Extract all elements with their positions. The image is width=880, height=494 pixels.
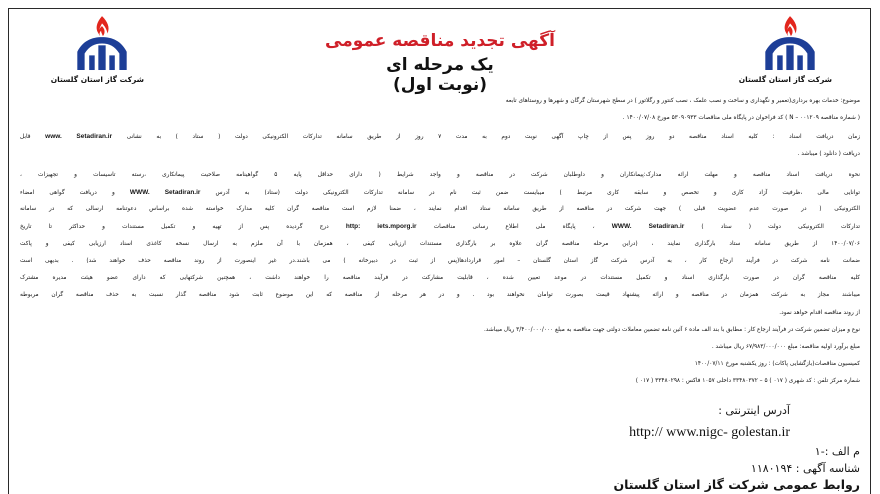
documents-time-line (20, 128, 860, 145)
line-text: درج گردیده پس از تهیه و تکمیل مستندات و حداکثر تا تاریخ (20, 224, 329, 230)
line-text: توانایی مالی ،ظرفیت آزاد کاری و تخصص و سابقه کاری مرتبط ) میبایست ضمن ثبت نام در سامانه تدارکات الکترونیکی دولت (ستاد) به آدرس (215, 190, 860, 196)
line-text: دریافت ( دانلود ) میباشد . (797, 151, 860, 157)
procedure-line (20, 305, 860, 322)
procedure-line (20, 167, 860, 184)
guarantee-line: نوع و میزان تضمین شرکت در فرآیند ارجاع کار : مطابق با بند الف ماده ۶ آئین نامه تضمین معاملات دولتی جهت مناقصه به مبلغ ۳/۴۰۰/۰۰۰/۰۰۰ ریال میباشد. (483, 327, 860, 333)
setadiran-address: www. Setadiran.ir (45, 133, 113, 140)
notice-round: (نوبت اول) (392, 75, 488, 95)
line-text: زمان دریافت اسناد : کلیه اسناد مناقصه دو روز پس از چاپ آگهی نوبت دوم به مدت ۷ روز از طریق سامانه تدارکات الکترونیکی دولت ( ستاد ) به نشانی (126, 134, 860, 140)
iets-address: http: iets.mporg.ir (345, 223, 417, 230)
notice-subtitle: یک مرحله ای (386, 55, 494, 75)
company-logo-left (50, 15, 144, 84)
notice-title: آگهی تجدید مناقصه عمومی (325, 31, 555, 51)
subject-line: موضوع: خدمات بهره برداری(تعمیر و نگهداری و ساخت و نصب علمک ، نصب کنتور و رگلاتور ) در سطح شهرستان گرگان و شهرها و روستاهای تابعه (505, 98, 860, 104)
notice-id: شناسه آگهی : ۱۱۸۰۱۹۴ (750, 462, 860, 475)
line-text: قابل (20, 134, 31, 140)
line-text: میباشند مجاز به شرکت همزمان در مناقصه و ارائه پیشنهاد قیمت بصورت توامان نخواهند بود . و در هر مرحله از مناقصه که این موضوع ثابت شود مناقصه گذار نسبت به حذف مناقصه گران مربوطه (20, 292, 860, 298)
procedure-line (20, 287, 860, 304)
reference-code: م الف :-۱ (814, 445, 860, 458)
tender-number-line: ( شماره مناقصه N – ۰۰۱۲۰۹ ) کد فراخوان در پایگاه ملی مناقصات ۵۳۰۹۰۹۳۳ مورخ ۱۴۰۰/۰۷/۰۸ . (622, 115, 860, 121)
line-text: ضمانت نامه شرکت در فرآیند ارجاع کار ، به آدرس شرکت گاز استان گلستان – امور قراردادها(پس از ثبت در دبیرخانه ) می باشند.در غیر اینصورت از روند مناقصه حذف خواهند شد) . بدیهی است (20, 258, 860, 264)
phone-line: شماره مرکز تلفن : کد شهری ( ۰۱۷ ) ۵ – ۳۳۴۸۰۳۷۲ داخلی ۱۰۵۷ فاکس : ۳۳۴۸۰۲۹۸ ( ۰۱۷ ) (635, 378, 860, 384)
logo-caption: شرکت گاز استان گلستان (50, 75, 144, 84)
website-url: http:// www.nigc- golestan.ir (629, 425, 790, 440)
setadiran-address: WWW. Setadiran.ir (611, 223, 685, 230)
estimate-line: مبلغ برآورد اولیه مناقصه: مبلغ ۶۷/۹۸۳/۰۰۰/۰۰۰ ریال میباشد . (711, 344, 860, 350)
procedure-line (20, 184, 860, 201)
procedure-line (20, 270, 860, 287)
website-label: آدرس اینترنتی : (718, 404, 790, 417)
line-text: الکترونیکی ( در صورت عدم عضویت قبلی ) جهت شرکت در مناقصه از طریق سامانه ستاد اقدام نمایند ، ضمنا لازم است مناقصه گران کلیه مدارک خواسته شده براساس دعوتنامه ارسالی که در سامانه (20, 206, 860, 212)
logo-caption: شرکت گاز استان گلستان (738, 75, 832, 84)
line-text: کلیه مناقصه گران در صورت بارگذاری اسناد و تکمیل مستندات در موعد تعیین شده ، قابلیت مشارکت در فرآیند مناقصه را خواهند داشت ، همچنین شرکتهایی که دارای عضو هیئت مدیره مشترک (20, 275, 860, 281)
procedure-line (20, 201, 860, 218)
line-text: تدارکات الکترونیکی دولت ( ستاد ) (701, 224, 860, 230)
procedure-line (20, 236, 860, 253)
company-logo-right (738, 15, 832, 84)
commission-line: کمیسیون مناقصات(بازگشایی پاکات) : روز یکشنبه مورخ ۱۴۰۰/۰۷/۱۱ (694, 361, 860, 367)
nigc-logo-icon (758, 15, 822, 72)
public-relations-signature: روابط عمومی شرکت گاز استان گلستان (613, 477, 860, 492)
line-text: ۱۴۰۰/۰۷/۰۶ از طریق سامانه ستاد بارگذاری نمایند ، (دراین مرحله مناقصه گران علاوه بر بارگذاری مستندات ارزیابی کیفی ، همزمان با آن ملزم به ارسال نسخه کاغذی اسناد ارزیابی کیفی و پاکت (20, 241, 860, 247)
setadiran-address: WWW. Setadiran.ir (129, 189, 201, 196)
line-text: ، پایگاه ملی اطلاع رسانی مناقصات (433, 224, 595, 230)
nigc-logo-icon (70, 15, 134, 72)
documents-time-line (20, 146, 860, 163)
line-text: از روند مناقصه اقدام خواهد نمود. (779, 310, 860, 316)
line-text: و دریافت گواهی امضاء (20, 190, 115, 196)
line-text: نحوه دریافت اسناد مناقصه و مهلت ارائه مدارک:پیمانکاران و داوطلبان شرکت در مناقصه و واجد شرایط ( دارای حداقل پایه ۵ گواهینامه صلاحیت پیمانکاری ،رسته تاسیسات و تجهیزات ، (20, 172, 860, 178)
procedure-line (20, 253, 860, 270)
procedure-line (20, 218, 860, 235)
